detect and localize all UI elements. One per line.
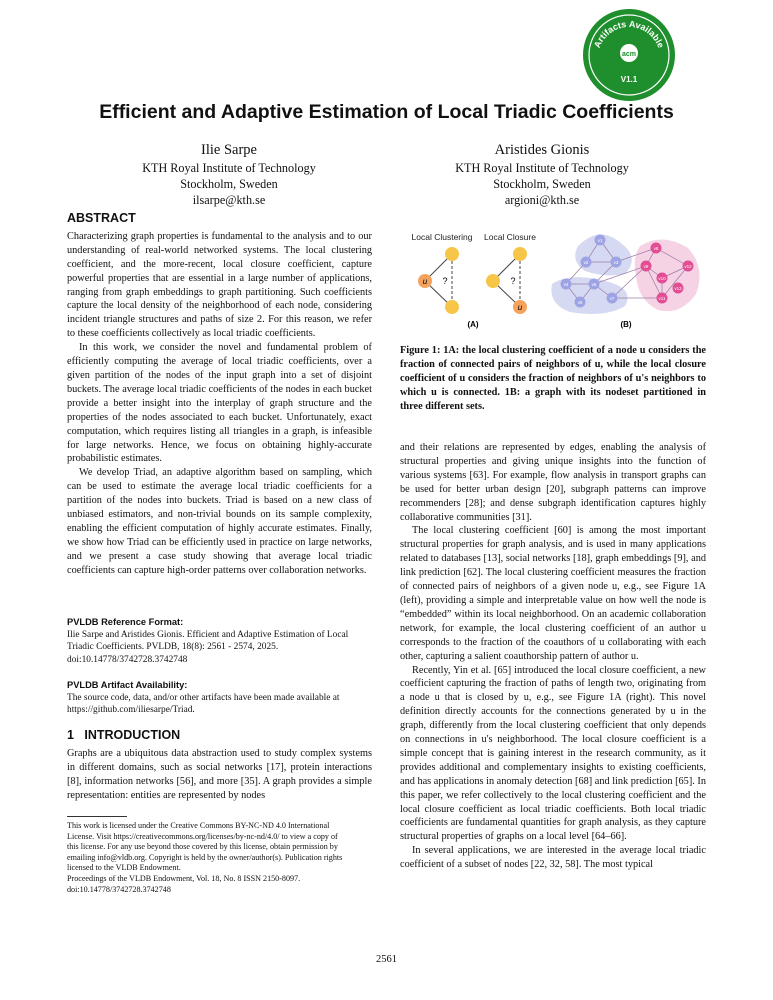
- author-1-email: ilsarpe@kth.se: [192, 193, 266, 207]
- reference-heading: PVLDB Reference Format:: [67, 617, 184, 627]
- artifact-line-1: The source code, data, and/or other artifacts have been made available at: [67, 692, 340, 703]
- author-1: [79, 140, 379, 208]
- panel-b-label: (B): [620, 320, 632, 329]
- left-column: [67, 212, 372, 578]
- node-label: v8: [653, 246, 659, 251]
- abstract-p2: In this work, we consider the novel and fundamental problem of efficiently computing the average of local triadic coefficients, over a given partition of the nodes of the input graph into a set of disjoint buckets. The average local triadic coefficients of the nodes in each bucket provide a better insight into the interplay of graph structure and the properties of the nodes associated to each bucket. Unfortunately, exact computation, which requires listing all triangles in a graph, is infeasible for large networks. Hence, we focus on obtaining highly-accurate probabilistic estimates.: [67, 342, 372, 465]
- panel-a-label: (A): [467, 320, 479, 329]
- artifact-link[interactable]: https://github.com/iliesarpe/Triad.: [67, 705, 195, 716]
- node-u-label: u: [517, 303, 523, 312]
- question-mark: ?: [442, 276, 448, 286]
- node-label: v12: [684, 264, 692, 269]
- footnote-rule: [67, 816, 127, 817]
- paper-title: Efficient and Adaptive Estimation of Local Triadic Coefficients: [99, 101, 674, 123]
- label-local-closure: Local Closure: [484, 232, 536, 242]
- node-label: v2: [583, 260, 589, 265]
- figure-1-caption: Figure 1: 1A: the local clustering coefficient of a node u considers the fraction of connected pairs of neighbors of u, while the local closure coefficient of u considers the fraction of neighbors of u's neighbors to which u is connected. 1B: a graph with its nodeset partitioned in three different sets.: [400, 345, 706, 412]
- node-label: v9: [643, 264, 649, 269]
- node-u-label: u: [422, 277, 428, 286]
- reference-line-2: Triadic Coefficients. PVLDB, 18(8): 2561 - 2574, 2025.: [67, 642, 279, 653]
- author-2-name: Aristides Gionis: [494, 142, 590, 158]
- right-p3: Recently, Yin et al. [65] introduced the local closure coefficient, a new coefficient capturing the fraction of paths of length two, originating from a node u that is closed by u, e.g., see Figure 1A (right). This novel definition directly accounts for the connections generated by u in the graph, differently from the local clustering coefficient that only depends on connections in u's neighborhood. The local closure coefficient is a simple concept that is gaining interest in the research community, as it provides additional and complementary insights to existing coefficients, and has applications in anomaly detection [68] and link prediction [65]. In this paper, we refer collectively to the local clustering coefficient and the local closure coefficient as local triadic coefficients. Both local triadic coefficients are fundamental quantities for graph analysis, as they capture structural properties of graphs on a local level [64–66].: [400, 664, 706, 843]
- neighbor-node: [445, 300, 459, 314]
- node-label: v1: [597, 238, 603, 243]
- introduction: [67, 729, 372, 803]
- question-mark: ?: [510, 276, 516, 286]
- node-label: v7: [609, 296, 615, 301]
- neighbor-node: [445, 247, 459, 261]
- node-label: v13: [674, 286, 682, 291]
- license-footnote: [67, 821, 377, 895]
- footnote-line-1: This work is licensed under the Creative Commons BY-NC-ND 4.0 International: [67, 821, 330, 830]
- badge-arc-text: Artifacts Available: [591, 18, 667, 50]
- footnote-line-6: Proceedings of the VLDB Endowment, Vol. 18, No. 8 ISSN 2150-8097.: [67, 873, 301, 883]
- badge-acm-text: acm: [621, 51, 637, 58]
- footnote-line-3: this license. For any use beyond those covered by this license, obtain permission by: [67, 842, 338, 852]
- node-label: v4: [563, 282, 569, 287]
- right-column: [400, 441, 706, 872]
- artifacts-available-badge: [582, 8, 676, 102]
- footnote-line-2: License. Visit https://creativecommons.org/licenses/by-nc-nd/4.0/ to view a copy of: [67, 831, 338, 841]
- footnote-line-5: licensed to the VLDB Endowment.: [67, 863, 181, 873]
- artifact-heading: PVLDB Artifact Availability:: [67, 680, 188, 690]
- footnote-line-4: emailing info@vldb.org. Copyright is held by the owner/author(s). Publication rights: [67, 852, 343, 862]
- right-p1: and their relations are represented by edges, enabling the analysis of structural properties and giving unique insights into the function of various systems [63]. For example, flow analysis in transport graphs can be used for better urban design [20], subgraph patterns can improve recommenders [28]; and dense subgraph identification captures highly collaborative communities [31].: [400, 442, 706, 523]
- author-2-affil: KTH Royal Institute of Technology: [455, 161, 629, 175]
- node-label: v10: [658, 276, 666, 281]
- author-1-city: Stockholm, Sweden: [180, 177, 278, 191]
- neighbor-node: [513, 247, 527, 261]
- badge-version-text: V1.1: [620, 75, 638, 84]
- abstract-p3: We develop Triad, an adaptive algorithm based on sampling, which can be used to estimate the average local triadic coefficients for a partition of the nodes into buckets. Triad is based on a new class of unbiased estimators, and non-trivial bounds on its sample complexity, enabling the efficient computation of highly accurate estimates. Finally, we show how Triad can be efficiently used in practice on large networks, and we present a case study showing that average local triadic coefficients can capture high-order patterns over collaboration networks.: [67, 467, 372, 576]
- author-1-name: Ilie Sarpe: [201, 142, 257, 158]
- intro-heading: 1 INTRODUCTION: [67, 728, 181, 742]
- artifact-availability: [67, 679, 377, 717]
- right-p4: In several applications, we are interested in the average local triadic coefficient of a subset of nodes [22, 32, 58]. The most typical: [400, 845, 706, 871]
- author-2: [392, 140, 692, 208]
- page-number: 2561: [376, 954, 397, 965]
- node-label: v5: [577, 300, 583, 305]
- author-1-affil: KTH Royal Institute of Technology: [142, 161, 316, 175]
- node-label: v3: [613, 260, 619, 265]
- intro-p1: Graphs are a ubiquitous data abstraction used to study complex systems in different domains, such as social networks [17], protein interactions [8], information networks [56], and more [35]. A graph provides a simple representation: entities are represented by nodes: [67, 747, 372, 801]
- node-label: v6: [591, 282, 597, 287]
- abstract-p1: Characterizing graph properties is fundamental to the analysis and to our understanding of real-world networked systems. The local clustering coefficient, and the more-recent, local closure coefficient, capture powerful properties that are essential in a large number of applications, ranging from graph embeddings to graph partitioning. Such coefficients capture the local density of the neighborhood of each node, considering incident triangle structures and paths of size 2. For this reason, we refer to these coefficients collectively as local triadic coefficients.: [67, 230, 372, 340]
- neighbor-node: [486, 274, 500, 288]
- author-2-city: Stockholm, Sweden: [493, 177, 591, 191]
- right-p2: The local clustering coefficient [60] is among the most important structural properties for graph analysis, and is used in many applications related to databases [13], social networks [18], graph embeddings [9], and link prediction [62]. The local clustering coefficient measures the fraction of connected pairs of neighbors of a given node u, e.g., see Figure 1A (left), providing a simple and interpretable value on how well the node is “embedded” within its local neighborhood. On an academic collaboration network, for example, the local clustering coefficient of an author u corresponds to the fraction of the coauthors of u collaborating with each other, capturing a salient coauthorship pattern of author u.: [400, 525, 706, 662]
- footnote-line-7: doi:10.14778/3742728.3742748: [67, 884, 171, 894]
- author-2-email: argioni@kth.se: [504, 193, 580, 207]
- node-label: v11: [658, 296, 666, 301]
- label-local-clustering: Local Clustering: [411, 232, 473, 242]
- reference-format: [67, 616, 377, 666]
- reference-line-1: Ilie Sarpe and Aristides Gionis. Efficient and Adaptive Estimation of Local: [67, 629, 349, 640]
- abstract-heading: ABSTRACT: [67, 211, 136, 225]
- reference-doi: doi:10.14778/3742728.3742748: [67, 654, 188, 665]
- figure-1: [400, 226, 710, 334]
